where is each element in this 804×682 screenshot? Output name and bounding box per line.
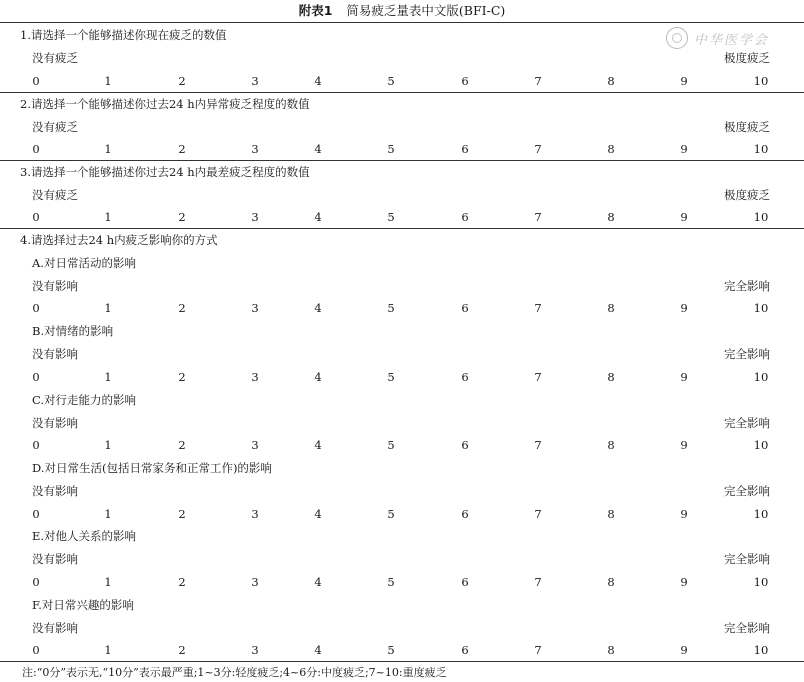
scale-value: 6	[461, 438, 469, 452]
scale-low-label: 没有疲乏	[32, 188, 78, 202]
scale-value: 2	[178, 575, 186, 589]
scale-high-label: 完全影响	[724, 552, 770, 566]
question-2: 2.请选择一个能够描述你过去24 h内异常疲乏程度的数值	[20, 97, 310, 111]
scale-high-label: 完全影响	[724, 416, 770, 430]
scale-value: 4	[314, 643, 322, 657]
scale-value: 6	[461, 575, 469, 589]
subitem-f: F.对日常兴趣的影响	[32, 598, 134, 612]
scale-high-label: 极度疲乏	[724, 120, 770, 134]
scale-value: 8	[607, 575, 615, 589]
scale-value: 10	[753, 74, 769, 88]
scale-value: 5	[387, 438, 395, 452]
watermark-logo	[666, 27, 786, 49]
scale-value: 2	[178, 74, 186, 88]
scale-value: 5	[387, 301, 395, 315]
scale-value: 3	[251, 74, 259, 88]
rating-scale	[0, 139, 804, 159]
question-1: 1.请选择一个能够描述你现在疲乏的数值	[20, 28, 227, 42]
scale-value: 0	[32, 370, 40, 384]
scale-value: 9	[680, 142, 688, 156]
scale-high-label: 完全影响	[724, 279, 770, 293]
scale-value: 6	[461, 74, 469, 88]
scale-value: 7	[534, 370, 542, 384]
scale-value: 1	[104, 301, 112, 315]
question-4: 4.请选择过去24 h内疲乏影响你的方式	[20, 233, 218, 247]
scale-value: 7	[534, 210, 542, 224]
scale-value: 9	[680, 301, 688, 315]
table-title-text: 简易疲乏量表中文版(BFI-C)	[346, 3, 506, 18]
scale-value: 6	[461, 370, 469, 384]
subitem-e: E.对他人关系的影响	[32, 529, 137, 543]
scale-value: 0	[32, 507, 40, 521]
subitem-a: A.对日常活动的影响	[32, 256, 136, 270]
scale-low-label: 没有影响	[32, 552, 78, 566]
rating-scale	[0, 572, 804, 592]
scale-value: 4	[314, 575, 322, 589]
scale-value: 4	[314, 301, 322, 315]
scale-high-label: 极度疲乏	[724, 51, 770, 65]
scale-value: 5	[387, 507, 395, 521]
rating-scale	[0, 640, 804, 660]
scale-value: 8	[607, 210, 615, 224]
watermark-text: 中华医学会	[694, 33, 770, 48]
scale-value: 6	[461, 301, 469, 315]
scale-value: 2	[178, 438, 186, 452]
scale-value: 8	[607, 142, 615, 156]
scale-value: 5	[387, 575, 395, 589]
scale-value: 8	[607, 507, 615, 521]
scale-low-label: 没有影响	[32, 621, 78, 635]
scale-value: 0	[32, 438, 40, 452]
table-top-rule	[0, 22, 804, 23]
scale-value: 10	[753, 301, 769, 315]
scale-value: 0	[32, 210, 40, 224]
scale-value: 4	[314, 507, 322, 521]
scale-value: 1	[104, 210, 112, 224]
scale-value: 0	[32, 301, 40, 315]
scale-value: 8	[607, 643, 615, 657]
scale-value: 3	[251, 643, 259, 657]
scale-low-label: 没有影响	[32, 484, 78, 498]
rating-scale	[0, 367, 804, 387]
scale-value: 8	[607, 74, 615, 88]
scale-value: 4	[314, 74, 322, 88]
scale-value: 1	[104, 575, 112, 589]
scale-value: 7	[534, 507, 542, 521]
scale-value: 9	[680, 507, 688, 521]
scale-value: 6	[461, 643, 469, 657]
scale-value: 8	[607, 301, 615, 315]
scale-value: 4	[314, 142, 322, 156]
scale-value: 2	[178, 142, 186, 156]
scale-value: 7	[534, 301, 542, 315]
scale-value: 3	[251, 370, 259, 384]
scale-value: 1	[104, 74, 112, 88]
scale-value: 10	[753, 142, 769, 156]
scale-value: 9	[680, 575, 688, 589]
subitem-c: C.对行走能力的影响	[32, 393, 137, 407]
rating-scale	[0, 71, 804, 91]
table-label: 附表1	[298, 3, 333, 18]
row-divider	[0, 92, 804, 93]
scale-low-label: 没有疲乏	[32, 51, 78, 65]
scale-value: 3	[251, 575, 259, 589]
scale-value: 9	[680, 438, 688, 452]
scale-value: 4	[314, 438, 322, 452]
scale-value: 7	[534, 142, 542, 156]
scale-value: 2	[178, 370, 186, 384]
scale-value: 7	[534, 74, 542, 88]
scale-value: 3	[251, 210, 259, 224]
question-3: 3.请选择一个能够描述你过去24 h内最差疲乏程度的数值	[20, 165, 310, 179]
subitem-b: B.对情绪的影响	[32, 324, 114, 338]
subitem-d: D.对日常生活(包括日常家务和正常工作)的影响	[32, 461, 272, 475]
scale-value: 1	[104, 507, 112, 521]
scale-value: 9	[680, 643, 688, 657]
rating-scale	[0, 504, 804, 524]
scale-value: 1	[104, 438, 112, 452]
scale-value: 7	[534, 643, 542, 657]
rating-scale	[0, 435, 804, 455]
scale-value: 10	[753, 643, 769, 657]
scale-value: 3	[251, 142, 259, 156]
table-footnote: 注:“0分”表示无,“10分”表示最严重;1~3分:轻度疲乏;4~6分:中度疲乏;7~10:重度疲乏	[22, 666, 447, 679]
rating-scale	[0, 207, 804, 227]
scale-value: 3	[251, 438, 259, 452]
scale-value: 6	[461, 210, 469, 224]
scale-value: 0	[32, 643, 40, 657]
scale-high-label: 完全影响	[724, 347, 770, 361]
scale-value: 4	[314, 210, 322, 224]
scale-value: 2	[178, 210, 186, 224]
scale-high-label: 极度疲乏	[724, 188, 770, 202]
scale-value: 8	[607, 438, 615, 452]
scale-value: 10	[753, 370, 769, 384]
scale-value: 4	[314, 370, 322, 384]
scale-value: 9	[680, 370, 688, 384]
scale-value: 8	[607, 370, 615, 384]
seal-icon	[666, 27, 688, 49]
scale-value: 2	[178, 301, 186, 315]
rating-scale	[0, 298, 804, 318]
scale-value: 7	[534, 575, 542, 589]
scale-value: 0	[32, 575, 40, 589]
table-bottom-rule	[0, 661, 804, 662]
scale-value: 10	[753, 210, 769, 224]
scale-high-label: 完全影响	[724, 484, 770, 498]
scale-value: 1	[104, 643, 112, 657]
scale-value: 9	[680, 210, 688, 224]
scale-value: 6	[461, 507, 469, 521]
scale-low-label: 没有影响	[32, 416, 78, 430]
scale-value: 10	[753, 507, 769, 521]
scale-value: 1	[104, 370, 112, 384]
row-divider	[0, 160, 804, 161]
scale-value: 0	[32, 142, 40, 156]
scale-value: 5	[387, 74, 395, 88]
scale-value: 10	[753, 438, 769, 452]
table-title	[0, 2, 804, 20]
scale-value: 5	[387, 210, 395, 224]
scale-value: 5	[387, 643, 395, 657]
scale-value: 0	[32, 74, 40, 88]
scale-value: 10	[753, 575, 769, 589]
scale-value: 9	[680, 74, 688, 88]
scale-value: 5	[387, 370, 395, 384]
scale-low-label: 没有影响	[32, 279, 78, 293]
scale-value: 5	[387, 142, 395, 156]
scale-value: 3	[251, 507, 259, 521]
row-divider	[0, 228, 804, 229]
scale-value: 2	[178, 643, 186, 657]
scale-value: 2	[178, 507, 186, 521]
scale-value: 6	[461, 142, 469, 156]
scale-value: 1	[104, 142, 112, 156]
scale-value: 3	[251, 301, 259, 315]
scale-low-label: 没有疲乏	[32, 120, 78, 134]
scale-high-label: 完全影响	[724, 621, 770, 635]
scale-value: 7	[534, 438, 542, 452]
scale-low-label: 没有影响	[32, 347, 78, 361]
